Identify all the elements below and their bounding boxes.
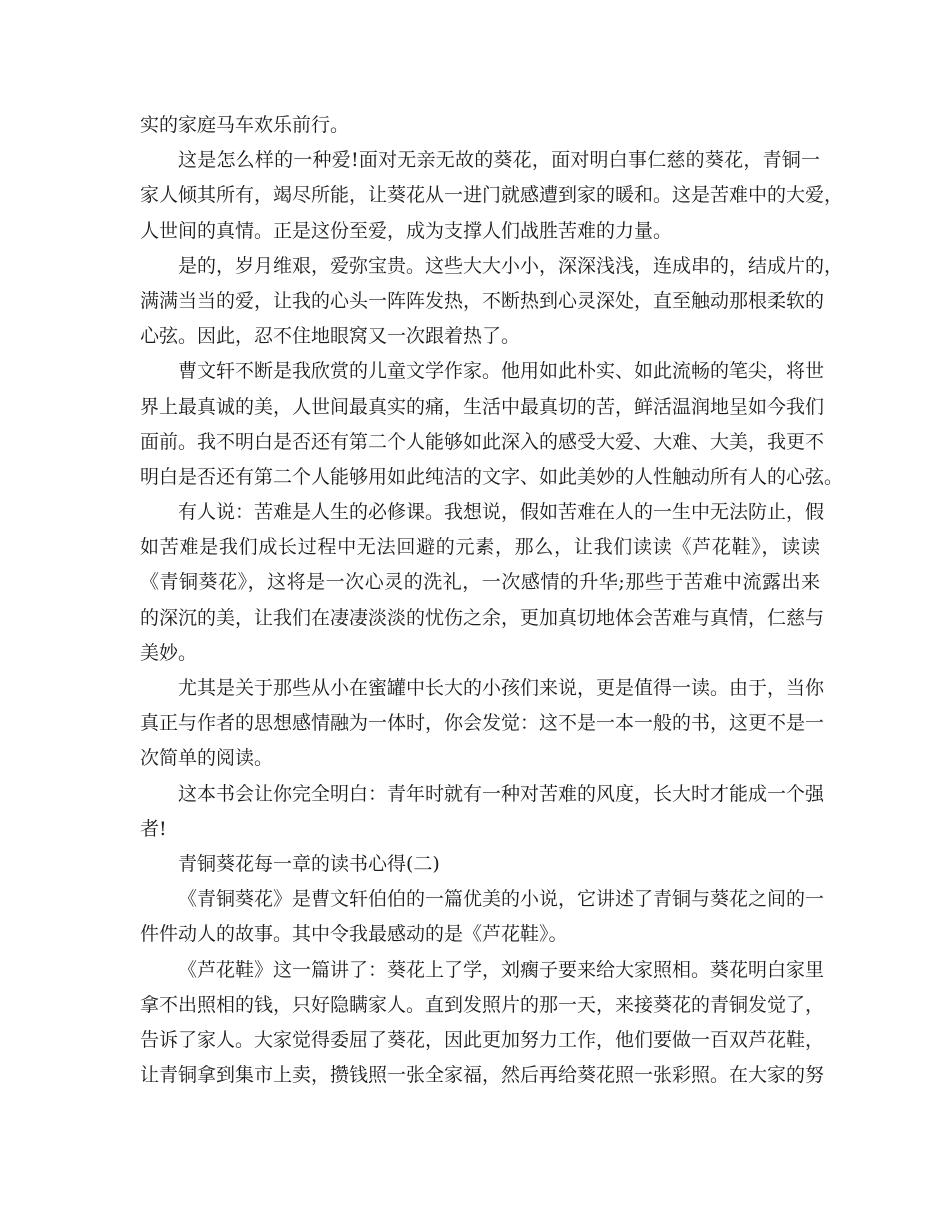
text-line: 拿不出照相的钱，只好隐瞒家人。直到发照片的那一天，来接葵花的青铜发觉了， xyxy=(140,993,825,1016)
text-line: 青铜葵花每一章的读书心得(二) xyxy=(178,852,440,875)
text-line: 尤其是关于那些从小在蜜罐中长大的小孩们来说，更是值得一读。由于，当你 xyxy=(178,677,825,699)
text-line: 明白是否还有第二个人能够用如此纯洁的文字、如此美妙的人性触动所有人的心弦。 xyxy=(140,465,844,488)
text-line: 《青铜葵花》，这将是一次心灵的洗礼，一次感情的升华;那些于苦难中流露出来 xyxy=(140,571,820,594)
text-line: 如苦难是我们成长过程中无法回避的元素，那么，让我们读读《芦花鞋》，读读 xyxy=(140,536,820,559)
text-line: 告诉了家人。大家觉得委屈了葵花，因此更加努力工作，他们要做一百双芦花鞋， xyxy=(140,1028,825,1051)
text-line: 界上最真诚的美，人世间最真实的痛，生活中最真切的苦，鲜活温润地呈如今我们 xyxy=(140,395,825,418)
text-line: 者! xyxy=(140,817,167,840)
text-line: 家人倾其所有，竭尽所能，让葵花从一进门就感遭到家的暖和。这是苦难中的大爱， xyxy=(140,184,844,207)
text-line: 《芦花鞋》这一篇讲了：葵花上了学，刘瘸子要来给大家照相。葵花明白家里 xyxy=(178,958,825,981)
text-line: 人世间的真情。正是这份至爱，成为支撑人们战胜苦难的力量。 xyxy=(140,219,673,242)
text-line: 美妙。 xyxy=(140,641,198,664)
text-line: 满满当当的爱，让我的心头一阵阵发热，不断热到心灵深处，直至触动那根柔软的 xyxy=(140,289,825,312)
text-line: 曹文轩不断是我欣赏的儿童文学作家。他用如此朴实、如此流畅的笔尖，将世 xyxy=(178,360,825,383)
text-line: 次简单的阅读。 xyxy=(140,747,274,770)
text-line: 让青铜拿到集市上卖，攒钱照一张全家福，然后再给葵花照一张彩照。在大家的努 xyxy=(140,1064,825,1087)
text-line: 真正与作者的思想感情融为一体时，你会发觉：这不是一本一般的书，这更不是一 xyxy=(140,712,825,735)
text-line: 心弦。因此，忍不住地眼窝又一次跟着热了。 xyxy=(140,325,521,348)
text-line: 件件动人的故事。其中令我最感动的是《芦花鞋》。 xyxy=(140,923,568,946)
document-page xyxy=(140,108,844,1093)
text-line: 是的，岁月维艰，爱弥宝贵。这些大大小小，深深浅浅，连成串的，结成片的， xyxy=(178,254,844,277)
text-line: 有人说：苦难是人生的必修课。我想说，假如苦难在人的一生中无法防止，假 xyxy=(178,501,825,524)
text-line: 的深沉的美，让我们在凄凄淡淡的忧伤之余，更加真切地体会苦难与真情，仁慈与 xyxy=(140,606,825,629)
text-line: 实的家庭马车欢乐前行。 xyxy=(140,114,350,136)
text-line: 这是怎么样的一种爱!面对无亲无故的葵花，面对明白事仁慈的葵花，青铜一 xyxy=(178,149,820,172)
text-line: 这本书会让你完全明白：青年时就有一种对苦难的风度，长大时才能成一个强 xyxy=(178,782,825,805)
text-line: 《青铜葵花》是曹文轩伯伯的一篇优美的小说，它讲述了青铜与葵花之间的一 xyxy=(178,888,825,911)
text-line: 面前。我不明白是否还有第二个人能够如此深入的感受大爱、大难、大美，我更不 xyxy=(140,430,825,453)
